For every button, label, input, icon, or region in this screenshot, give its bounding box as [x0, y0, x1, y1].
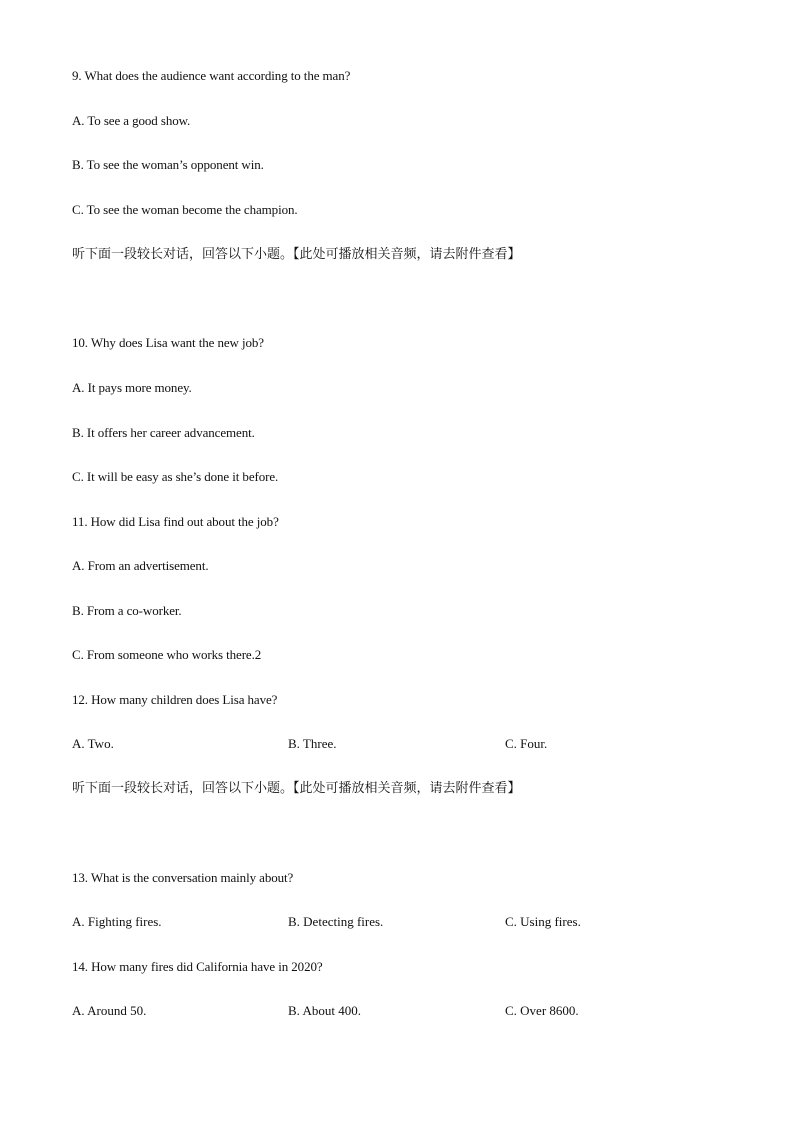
q11-option-b: B. From a co-worker.: [72, 603, 182, 618]
q13-option-b: B. Detecting fires.: [288, 914, 384, 929]
q11-option-a: A. From an advertisement.: [72, 558, 209, 573]
q14-option-a: A. Around 50.: [72, 1003, 147, 1018]
q12-option-a: A. Two.: [72, 736, 114, 751]
question-12: 12. How many children does Lisa have?: [72, 692, 278, 707]
q10-option-a: A. It pays more money.: [72, 380, 192, 395]
q9-option-b: B. To see the woman’s opponent win.: [72, 157, 264, 172]
listening-instruction-1: 听下面一段较长对话，回答以下小题。【此处可播放相关音频，请去附件查看】: [72, 247, 521, 262]
q13-option-c: C. Using fires.: [505, 914, 581, 929]
q10-option-b: B. It offers her career advancement.: [72, 425, 255, 440]
question-10: 10. Why does Lisa want the new job?: [72, 335, 264, 350]
question-14: 14. How many fires did California have in 2020?: [72, 959, 323, 974]
q10-option-c: C. It will be easy as she’s done it before.: [72, 469, 279, 484]
listening-instruction-2: 听下面一段较长对话，回答以下小题。【此处可播放相关音频，请去附件查看】: [72, 781, 521, 796]
q12-option-b: B. Three.: [288, 736, 337, 751]
q14-option-b: B. About 400.: [288, 1003, 361, 1018]
question-11: 11. How did Lisa find out about the job?: [72, 514, 279, 529]
question-13: 13. What is the conversation mainly about?: [72, 870, 294, 885]
q11-option-c: C. From someone who works there.2: [72, 647, 262, 662]
question-9: 9. What does the audience want according to the man?: [72, 68, 351, 83]
q14-option-c: C. Over 8600.: [505, 1003, 579, 1018]
q9-option-a: A. To see a good show.: [72, 113, 191, 128]
q9-option-c: C. To see the woman become the champion.: [72, 202, 298, 217]
q12-option-c: C. Four.: [505, 736, 548, 751]
q13-option-a: A. Fighting fires.: [72, 914, 162, 929]
